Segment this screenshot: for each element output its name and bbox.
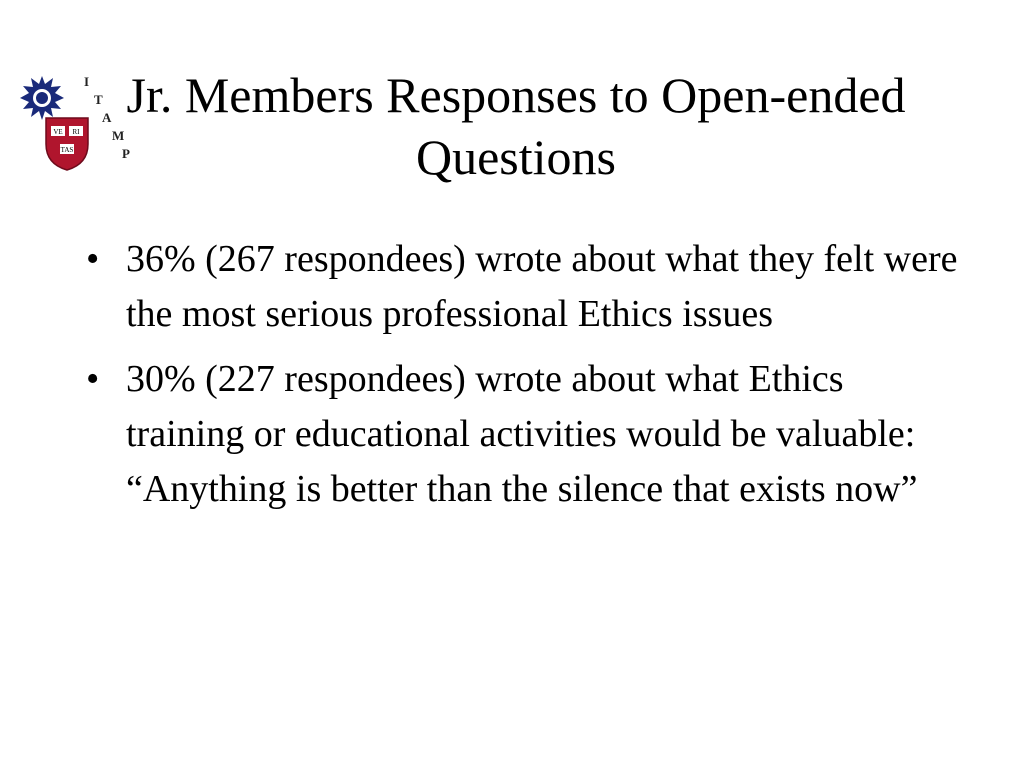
shield-text-tas: TAS [60,146,74,154]
logo-letter-t: T [94,92,103,107]
bullet-item [80,352,960,517]
bullet-marker: • [86,358,100,400]
shield-text-ri: RI [72,128,80,136]
logo-letter-p: P [122,146,130,161]
logo-letter-i: I [84,74,90,89]
bullet-text: 36% (267 respondees) wrote about what they felt were the most serious professional Ethics issues [126,238,958,335]
bullet-text: 30% (227 respondees) wrote about what Ethics training or educational activities would be valuable: “Anything is better than the silence that exists now” [126,358,918,510]
slide-title: Jr. Members Responses to Open-ended Questions [126,67,906,185]
bullet-item [80,232,960,342]
shield-text-ve: VE [53,128,63,136]
bullet-marker: • [86,238,100,280]
bullet-list [80,232,960,527]
harvard-shield-icon [46,118,88,170]
logo-letter-a: A [102,110,112,125]
logo-letter-m: M [112,128,125,143]
sunburst-icon [20,76,64,120]
